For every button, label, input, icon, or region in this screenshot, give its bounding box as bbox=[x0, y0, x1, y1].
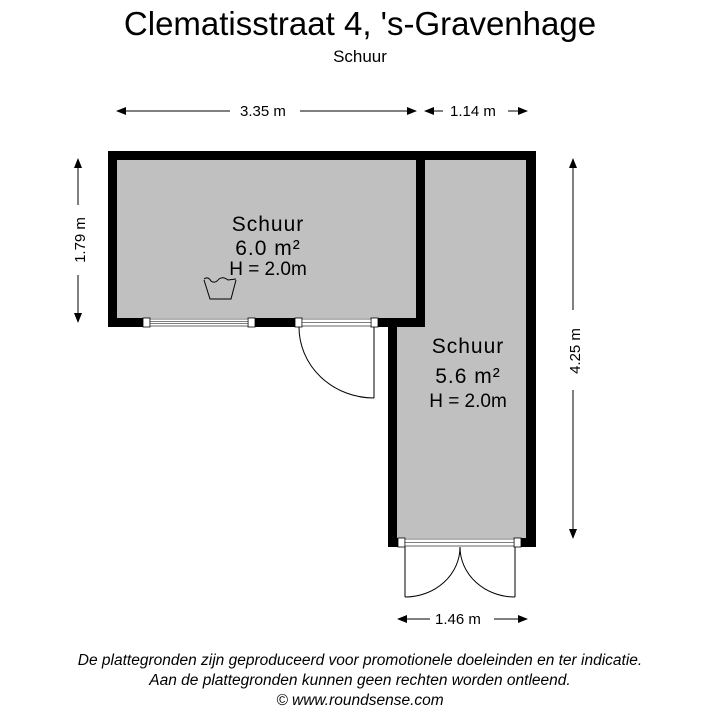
dimension-label-right: 4.25 m bbox=[567, 324, 585, 378]
room-area: 6.0 m² bbox=[235, 237, 301, 260]
room-area: 5.6 m² bbox=[435, 365, 501, 388]
dimension-label-left: 1.79 m bbox=[72, 213, 90, 267]
disclaimer-line-2: Aan de plattegronden kunnen geen rechten worden ontleend. bbox=[149, 672, 571, 689]
disclaimer-line-1: De plattegronden zijn geproduceerd voor promotionele doeleinden en ter indicatie. bbox=[77, 652, 643, 669]
room-name: Schuur bbox=[231, 213, 305, 236]
room-height: H = 2.0m bbox=[429, 391, 507, 412]
dimension-label-top-left: 3.35 m bbox=[236, 103, 290, 121]
window-left-room bbox=[143, 318, 255, 327]
page-title: Clematisstraat 4, 's-Gravenhage bbox=[123, 5, 597, 42]
disclaimer bbox=[0, 651, 720, 711]
room-label-left bbox=[198, 213, 338, 282]
room-name: Schuur bbox=[431, 335, 505, 358]
door-left-room bbox=[295, 318, 378, 398]
dimension-label-top-right: 1.14 m bbox=[446, 103, 500, 121]
room-label-right bbox=[398, 335, 538, 414]
copyright-link[interactable]: © www.roundsense.com bbox=[276, 692, 444, 709]
dimension-label-bottom: 1.46 m bbox=[431, 611, 485, 629]
page-subtitle: Schuur bbox=[333, 47, 387, 66]
double-door-right-room bbox=[398, 538, 521, 597]
room-height: H = 2.0m bbox=[229, 259, 307, 280]
